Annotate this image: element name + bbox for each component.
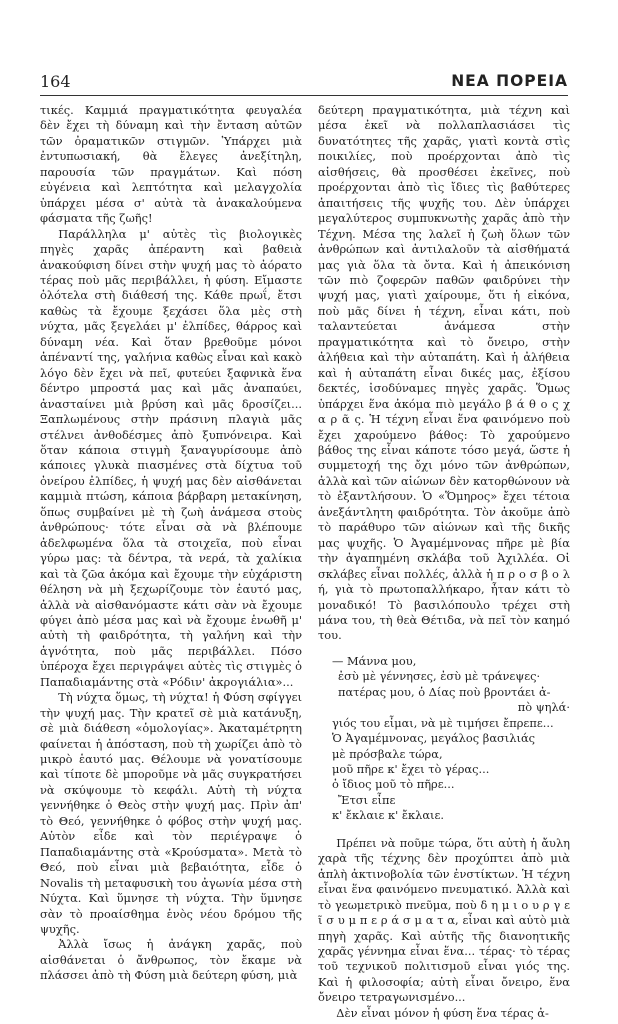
paragraph: τικές. Καμμιά πραγματικότητα φευγαλέα δὲν ἔχει τὴ δύναμη καὶ τὴν ἔνταση αὐτῶν τῶν ὀραματικῶν στιγμῶν. Ὑπάρχει μιὰ ἐντυπωσιακή, θὰ ἔλεγες ἀνεξίτηλη, παρουσία τῶν πραγμάτων. Καὶ πόση εὐγένεια καὶ λεπτότητα καὶ μελαγχολία ὑπάρχει μέσα σ' αὐτὰ τὰ ἀνακαλούμενα φάσματα τῆς ζωῆς! — [40, 103, 302, 226]
poem-line: πατέρας μου, ὁ Δίας ποὺ βροντάει ἀ- — [338, 684, 551, 699]
paragraph: δεύτερη πραγματικότητα, μιὰ τέχνη καὶ μέσα ἐκεῖ νὰ πολλαπλασιάσει τὶς δυνατότητες τῆς χαρᾶς, γιατὶ κοντὰ στὶς ποικιλίες, ποὺ προέρχονται ἀπὸ τὶς αἰσθήσεις, θὰ προσθέσει ἐκεῖνες, ποὺ προέρχονται ἀπὸ τὶς ἴδιες τὶς βαθύτερες ἀπαιτήσεις τῆς ψυχῆς του. Δὲν ὑπάρχει μεγαλύτερος συμπυκνωτὴς χαρᾶς ἀπὸ τὴν Τέχνη. Μέσα της λαλεῖ ἡ ζωὴ ὅλων τῶν ἀνθρώπων καὶ ἀντιλαλοῦν τὰ αἰσθήματά μας γιὰ ὅλα τὰ ὄντα. Καὶ ἡ ἀπεικόνιση τῶν πιὸ ζοφερῶν παθῶν φαιδρύνει τὴν ψυχή μας, γιατὶ χαίρουμε, ὅτι ἡ εἰκόνα, ποὺ μᾶς δίνει ἡ τέχνη, εἶναι κάτι, ποὺ ταλαντεύεται ἀνάμεσα στὴν πραγματικότητα καὶ τὸ ὄνειρο, στὴν ἀλήθεια καὶ τὴν αὐταπάτη. Καὶ ἡ ἀλήθεια καὶ ἡ αὐταπάτη εἶναι δικές μας, ἐξίσου δεκτές, ἰσοδύναμες πηγὲς χαρᾶς. Ὅμως ὑπάρχει ἕνα ἀκόμα πιὸ μεγάλο β ά θ ο ς χ α ρ ᾶ ς. Ἡ τέχνη εἶναι ἕνα φαινόμενο ποὺ ἔχει χαρούμενο βάθος: Τὸ χαρούμενο βάθος της εἶναι κάποτε τόσο μεγά, ὥστε ἡ συμμετοχή της ὄχι μόνο τῶν ἀνθρώπων, ἀλλὰ καὶ τῶν αἰώνων δὲν κατορθώνουν νὰ τὸ ἐξαντλήσουν. Ὁ «Ὅμηρος» ἔχει τέτοια ἀνεξάντλητη φαιδρότητα. Τὸν ἀκοῦμε ἀπὸ τὸ παράθυρο τῶν αἰώνων καὶ τῆς δικῆς μας ψυχῆς. Ὁ Ἀγαμέμνονας πῆρε μὲ βία τὴν ἀγαπημένη σκλάβα τοῦ Ἀχιλλέα. Οἱ σκλάβες εἶναι πολλές, ἀλλὰ ἡ π ρ ο σ β ο λ ή, γιὰ τὸ πρωτοπαλλήκαρο, ἦταν κάτι τὸ μοναδικό! Τὸ βασιλόπουλο τρέχει στὴ μάνα του, τὴ θεὰ Θέτιδα, νὰ πεῖ τὸν καημό του. — [318, 103, 570, 643]
page-header — [40, 72, 568, 94]
poem-line: κ' ἔκλαιε κ' ἔκλαιε. — [332, 808, 445, 823]
paragraph: Ἀλλὰ ἴσως ἡ ἀνάγκη χαρᾶς, ποὺ αἰσθάνεται ὁ ἄνθρωπος, τὸν ἔκαμε νὰ πλάσσει ἀπὸ τὴ Φύση μιὰ δεύτερη φύση, μιὰ — [40, 937, 302, 983]
poem-line: Ὁ Ἀγαμέμνονας, μεγάλος βασιλιάς — [332, 731, 536, 746]
poem-line: — Μάννα μου, — [332, 653, 417, 668]
right-column — [318, 103, 570, 1021]
poem-line: Ἔτσι εἶπε — [338, 792, 396, 807]
left-column — [40, 103, 302, 984]
poem-quote — [318, 654, 570, 824]
page-number: 164 — [40, 72, 71, 91]
poem-line: μὲ πρόσβαλε τώρα, — [332, 746, 443, 761]
running-title: ΝΕΑ ΠΟΡΕΙΑ — [451, 72, 568, 90]
poem-line: ὁ ἴδιος μοῦ τὸ πῆρε... — [332, 777, 455, 792]
poem-line: γιός του εἶμαι, νὰ μὲ τιμήσει ἔπρεπε... — [332, 715, 554, 730]
paragraph: Τὴ νύχτα ὅμως, τὴ νύχτα! ἡ Φύση σφίγγει τὴν ψυχή μας. Τὴν κρατεῖ σὲ μιὰ κατάνυξη, σὲ μιὰ διάθεση «ὁμολογίας». Ἀκαταμέτρητη φαίνεται ἡ ἀπόσταση, ποὺ τὴ χωρίζει ἀπὸ τὸ μικρὸ ἑαυτό μας. Θέλουμε νὰ γονατίσουμε καὶ τίποτε δὲ μποροῦμε νὰ μᾶς συγκρατήσει νὰ σκύψουμε τὸ κεφάλι. Αὐτὴ τὴ νύχτα γεννήθηκε ὁ Θεὸς στὴν ψυχή μας. Πρὶν ἀπ' τὸ Θεό, γεννήθηκε ὁ φόβος στὴν ψυχή μας. Αὐτὸν εἶδε καὶ τὸν περιέγραψε ὁ Παπαδιαμάντης στὰ «Κρούσματα». Μετὰ τὸ Θεό, ποὺ εἶναι μιὰ βεβαιότητα, εἶδε ὁ Novalis τὴ μεταφυσικὴ του ἀγωνία μέσα στὴ Νύχτα. Καὶ ὕμνησε τὴ νύχτα. Τὴν ὕμνησε σὰν τὸ προαίσθημα ἑνὸς νέου δρόμου τῆς ψυχῆς. — [40, 690, 302, 937]
header-rule — [40, 95, 568, 96]
paragraph: Πρέπει νὰ ποῦμε τώρα, ὅτι αὐτὴ ἡ ἄυλη χαρὰ τῆς τέχνης δὲν προχύπτει ἀπὸ μιὰ ἁπλὴ ἀκτινοβολία τῶν ἐνστίκτων. Ἡ τέχνη εἶναι ἕνα φαινόμενο πνευματικό. Ἀλλὰ καὶ τὸ γεωμετρικὸ πνεῦμα, ποὺ δ η μ ι ο υ ρ γ ε ῖ σ υ μ π ε ρ ά σ μ α τ α, εἶναι καὶ αὐτὸ μιὰ πηγὴ χαρᾶς. Καὶ αὐτῆς τῆς διανοητικῆς χαρᾶς γέννημα εἶναι ἕνα... τέρας· τὸ τέρας τοῦ τεχνικοῦ πολιτισμοῦ εἶναι γιός της. Καὶ ἡ φιλοσοφία; αὐτὴ εἶναι ὄνειρο, ἕνα ὄνειρο τετραγωνισμένο... — [318, 835, 570, 1005]
paragraph: Παράλληλα μ' αὐτὲς τὶς βιολογικὲς πηγὲς χαρᾶς ἀπέραντη καὶ βαθειὰ ἀνακούφιση δίνει στὴν ψυχή μας τὸ ἀόρατο τέρας ποὺ μᾶς περιβάλλει, ἡ φύση. Εἴμαστε ὁλότελα στὴ διάθεσή της. Κάθε πρωΐ, ἔτσι καθὼς τὰ ἔχουμε ξεχάσει ὅλα μὲς στὴ νύχτα, μᾶς ξεγελάει μ' ἐλπίδες, θάρρος καὶ δύναμη νέα. Καὶ ὅταν βρεθοῦμε μόνοι ἀπέναντί της, γαλήνια καθὼς εἶναι καὶ κακὸ λόγο δὲν ἔχει νὰ πεῖ, φυτεύει ξαφνικὰ ἕνα δέντρο μπροστά μας καὶ μᾶς ἀναπαύει, ἀνασταίνει μιὰ βρύση καὶ μᾶς δροσίζει... Ξαπλωμένους στὴν πράσινη πλαγιὰ μᾶς στέλνει ἀνθοδέσμες ἀπὸ ξυπνόνειρα. Καὶ ὅταν κάποια στιγμὴ ξαναγυρίσουμε ἀπὸ κάποιες γλυκὰ πιασμένες στὰ δίχτυα τοῦ ὀνείρου ἐλπίδες, ἡ ψυχή μας δὲν αἰσθάνεται καμμιὰ πτώση, κάποια βάρβαρη μετακίνηση, ὅπως συμβαίνει μὲ τὴ ζωὴ ἀνάμεσα στοὺς ἀνθρώπους· τότε εἶναι σὰ νὰ βλέπουμε ἀδελφωμένα ὅλα τὰ στοιχεῖα, ποὺ εἶναι γύρω μας: τὰ δέντρα, τὰ νερά, τὰ χαλίκια καὶ τὰ ζῶα ἀκόμα καὶ ἔχουμε τὴν εὐχάριστη θέληση νὰ μὴ ξεχωρίζουμε τὸν ἑαυτό μας, ἀλλὰ νὰ αἰσθανόμαστε κάτι σὰν νὰ ἔχουμε φύγει ἀπὸ μέσα μας καὶ νὰ ἔχουμε ἑνωθῆ μ' αὐτὴ τὴ φαιδρότητα, τὴ γαλήνη καὶ τὴν ἁγνότητα, ποὺ μᾶς περιβάλλει. Πόσο ὑπέροχα ἔχει περιγράψει αὐτὲς τὶς στιγμὲς ὁ Παπαδιαμάντης στὰ «Ρόδιν' ἀκρογιάλια»... — [40, 226, 302, 689]
poem-line: πὸ ψηλά· — [517, 700, 570, 715]
paragraph: Δὲν εἶναι μόνον ἡ φύση ἕνα τέρας ἀ- — [336, 1005, 549, 1020]
poem-line: μοῦ πῆρε κ' ἔχει τὸ γέρας... — [332, 762, 490, 777]
poem-line: ἐσὺ μὲ γέννησες, ἐσὺ μὲ τράνεψες· — [338, 669, 541, 684]
